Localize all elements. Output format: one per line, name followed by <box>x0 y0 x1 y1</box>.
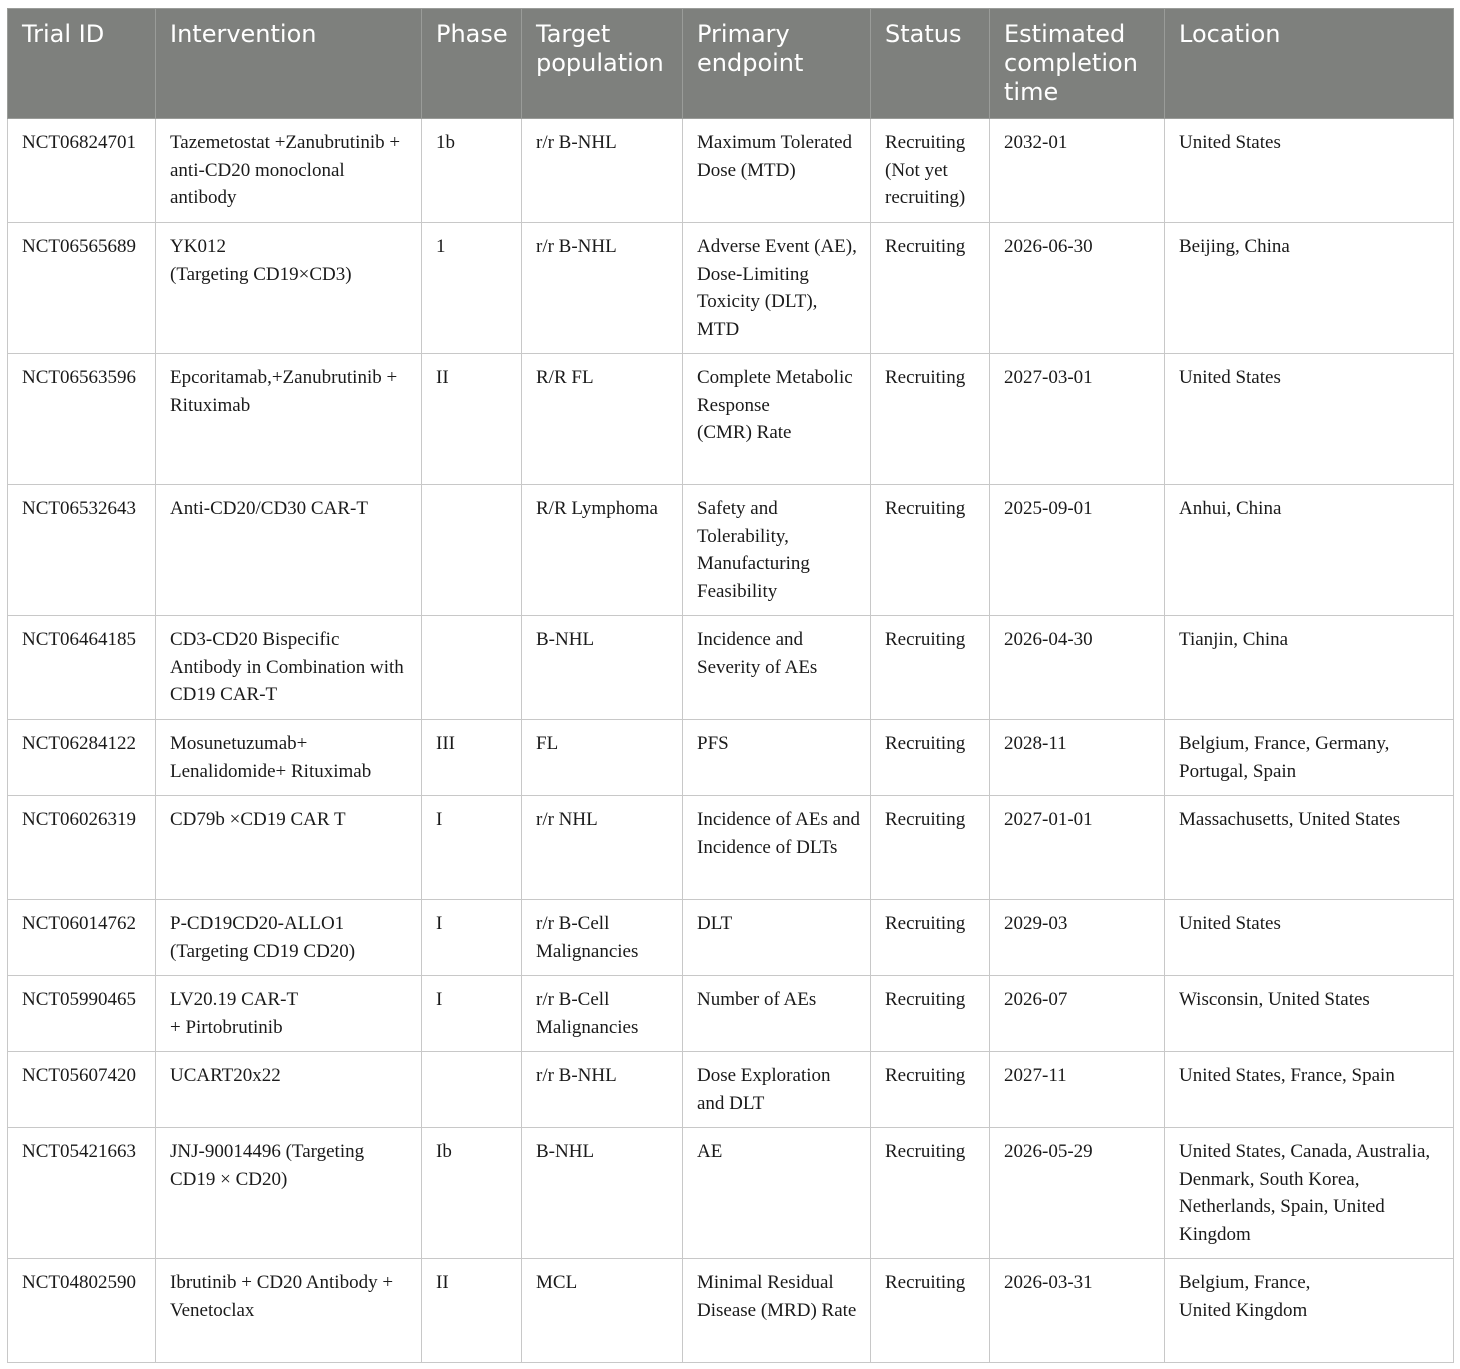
cell-trial-id: NCT06532643 <box>8 485 156 616</box>
cell-estimated-completion-time: 2028-11 <box>990 720 1165 796</box>
table-row <box>8 616 1454 720</box>
cell-target-population: FL <box>522 720 683 796</box>
cell-intervention: YK012 (Targeting CD19×CD3) <box>156 223 422 354</box>
cell-intervention: UCART20x22 <box>156 1052 422 1128</box>
cell-status: Recruiting <box>871 1052 990 1128</box>
cell-target-population: MCL <box>522 1259 683 1363</box>
table-row <box>8 1128 1454 1259</box>
cell-intervention: LV20.19 CAR-T + Pirtobrutinib <box>156 976 422 1052</box>
cell-phase: III <box>422 720 522 796</box>
header-trial-id: Trial ID <box>8 9 156 119</box>
cell-estimated-completion-time: 2025-09-01 <box>990 485 1165 616</box>
cell-target-population: r/r B-NHL <box>522 119 683 223</box>
cell-estimated-completion-time: 2026-07 <box>990 976 1165 1052</box>
cell-trial-id: NCT06824701 <box>8 119 156 223</box>
cell-location: Anhui, China <box>1165 485 1454 616</box>
cell-phase: I <box>422 900 522 976</box>
header-intervention: Intervention <box>156 9 422 119</box>
cell-phase: Ib <box>422 1128 522 1259</box>
header-estimated-completion-time: Estimated completion time <box>990 9 1165 119</box>
cell-status: Recruiting <box>871 616 990 720</box>
cell-location: Belgium, France, Germany, Portugal, Spain <box>1165 720 1454 796</box>
table-row <box>8 976 1454 1052</box>
cell-trial-id: NCT06026319 <box>8 796 156 900</box>
cell-trial-id: NCT05990465 <box>8 976 156 1052</box>
cell-estimated-completion-time: 2026-04-30 <box>990 616 1165 720</box>
cell-trial-id: NCT06284122 <box>8 720 156 796</box>
cell-status: Recruiting <box>871 223 990 354</box>
cell-location: United States <box>1165 900 1454 976</box>
cell-location: United States, France, Spain <box>1165 1052 1454 1128</box>
cell-trial-id: NCT05421663 <box>8 1128 156 1259</box>
cell-phase: I <box>422 976 522 1052</box>
cell-primary-endpoint: PFS <box>683 720 871 796</box>
cell-estimated-completion-time: 2026-06-30 <box>990 223 1165 354</box>
cell-intervention: CD3-CD20 Bispecific Antibody in Combination with CD19 CAR-T <box>156 616 422 720</box>
cell-phase: II <box>422 1259 522 1363</box>
cell-location: United States <box>1165 119 1454 223</box>
cell-primary-endpoint: Complete Metabolic Response (CMR) Rate <box>683 354 871 485</box>
cell-status: Recruiting <box>871 1259 990 1363</box>
cell-status: Recruiting <box>871 900 990 976</box>
cell-trial-id: NCT06014762 <box>8 900 156 976</box>
cell-primary-endpoint: Incidence of AEs and Incidence of DLTs <box>683 796 871 900</box>
cell-primary-endpoint: Number of AEs <box>683 976 871 1052</box>
cell-trial-id: NCT04802590 <box>8 1259 156 1363</box>
header-row <box>8 9 1454 119</box>
cell-intervention: Ibrutinib + CD20 Antibody + Venetoclax <box>156 1259 422 1363</box>
cell-target-population: r/r B-NHL <box>522 1052 683 1128</box>
header-status: Status <box>871 9 990 119</box>
table-row <box>8 1052 1454 1128</box>
cell-target-population: r/r B-NHL <box>522 223 683 354</box>
cell-location: United States, Canada, Australia, Denmark, South Korea, Netherlands, Spain, United Kingdom <box>1165 1128 1454 1259</box>
table-row <box>8 485 1454 616</box>
cell-primary-endpoint: Dose Exploration and DLT <box>683 1052 871 1128</box>
cell-intervention: Anti-CD20/CD30 CAR-T <box>156 485 422 616</box>
cell-phase <box>422 616 522 720</box>
cell-target-population: r/r B-Cell Malignancies <box>522 900 683 976</box>
header-phase: Phase <box>422 9 522 119</box>
cell-target-population: B-NHL <box>522 616 683 720</box>
cell-estimated-completion-time: 2026-03-31 <box>990 1259 1165 1363</box>
cell-phase: I <box>422 796 522 900</box>
cell-phase: II <box>422 354 522 485</box>
cell-trial-id: NCT06563596 <box>8 354 156 485</box>
cell-target-population: B-NHL <box>522 1128 683 1259</box>
table-row <box>8 1259 1454 1363</box>
cell-phase: 1b <box>422 119 522 223</box>
cell-trial-id: NCT06565689 <box>8 223 156 354</box>
clinical-trials-table <box>7 8 1454 1363</box>
table-row <box>8 119 1454 223</box>
cell-estimated-completion-time: 2026-05-29 <box>990 1128 1165 1259</box>
cell-trial-id: NCT06464185 <box>8 616 156 720</box>
cell-primary-endpoint: AE <box>683 1128 871 1259</box>
cell-status: Recruiting <box>871 1128 990 1259</box>
cell-target-population: R/R Lymphoma <box>522 485 683 616</box>
cell-status: Recruiting <box>871 354 990 485</box>
cell-location: Wisconsin, United States <box>1165 976 1454 1052</box>
cell-intervention: CD79b ×CD19 CAR T <box>156 796 422 900</box>
cell-intervention: P-CD19CD20-ALLO1 (Targeting CD19 CD20) <box>156 900 422 976</box>
cell-location: Belgium, France, United Kingdom <box>1165 1259 1454 1363</box>
table-header <box>8 9 1454 119</box>
cell-primary-endpoint: DLT <box>683 900 871 976</box>
cell-primary-endpoint: Minimal Residual Disease (MRD) Rate <box>683 1259 871 1363</box>
cell-status: Recruiting <box>871 796 990 900</box>
cell-status: Recruiting <box>871 976 990 1052</box>
cell-primary-endpoint: Safety and Tolerability, Manufacturing Feasibility <box>683 485 871 616</box>
header-location: Location <box>1165 9 1454 119</box>
cell-estimated-completion-time: 2027-03-01 <box>990 354 1165 485</box>
table-row <box>8 796 1454 900</box>
cell-estimated-completion-time: 2027-11 <box>990 1052 1165 1128</box>
table-row <box>8 900 1454 976</box>
cell-trial-id: NCT05607420 <box>8 1052 156 1128</box>
cell-intervention: Mosunetuzumab+ Lenalidomide+ Rituximab <box>156 720 422 796</box>
cell-primary-endpoint: Maximum Tolerated Dose (MTD) <box>683 119 871 223</box>
table-row <box>8 223 1454 354</box>
cell-target-population: r/r NHL <box>522 796 683 900</box>
header-target-population: Target population <box>522 9 683 119</box>
cell-estimated-completion-time: 2032-01 <box>990 119 1165 223</box>
cell-intervention: Epcoritamab,+Zanubrutinib + Rituximab <box>156 354 422 485</box>
cell-primary-endpoint: Adverse Event (AE), Dose-Limiting Toxicity (DLT), MTD <box>683 223 871 354</box>
cell-location: Beijing, China <box>1165 223 1454 354</box>
cell-location: United States <box>1165 354 1454 485</box>
cell-location: Tianjin, China <box>1165 616 1454 720</box>
header-primary-endpoint: Primary endpoint <box>683 9 871 119</box>
cell-status: Recruiting (Not yet recruiting) <box>871 119 990 223</box>
cell-location: Massachusetts, United States <box>1165 796 1454 900</box>
cell-intervention: Tazemetostat +Zanubrutinib + anti-CD20 monoclonal antibody <box>156 119 422 223</box>
cell-estimated-completion-time: 2027-01-01 <box>990 796 1165 900</box>
cell-target-population: R/R FL <box>522 354 683 485</box>
cell-phase <box>422 1052 522 1128</box>
cell-status: Recruiting <box>871 720 990 796</box>
cell-estimated-completion-time: 2029-03 <box>990 900 1165 976</box>
cell-intervention: JNJ-90014496 (Targeting CD19 × CD20) <box>156 1128 422 1259</box>
cell-phase <box>422 485 522 616</box>
table-body <box>8 119 1454 1363</box>
cell-status: Recruiting <box>871 485 990 616</box>
cell-phase: 1 <box>422 223 522 354</box>
table-row <box>8 354 1454 485</box>
table-row <box>8 720 1454 796</box>
cell-target-population: r/r B-Cell Malignancies <box>522 976 683 1052</box>
cell-primary-endpoint: Incidence and Severity of AEs <box>683 616 871 720</box>
